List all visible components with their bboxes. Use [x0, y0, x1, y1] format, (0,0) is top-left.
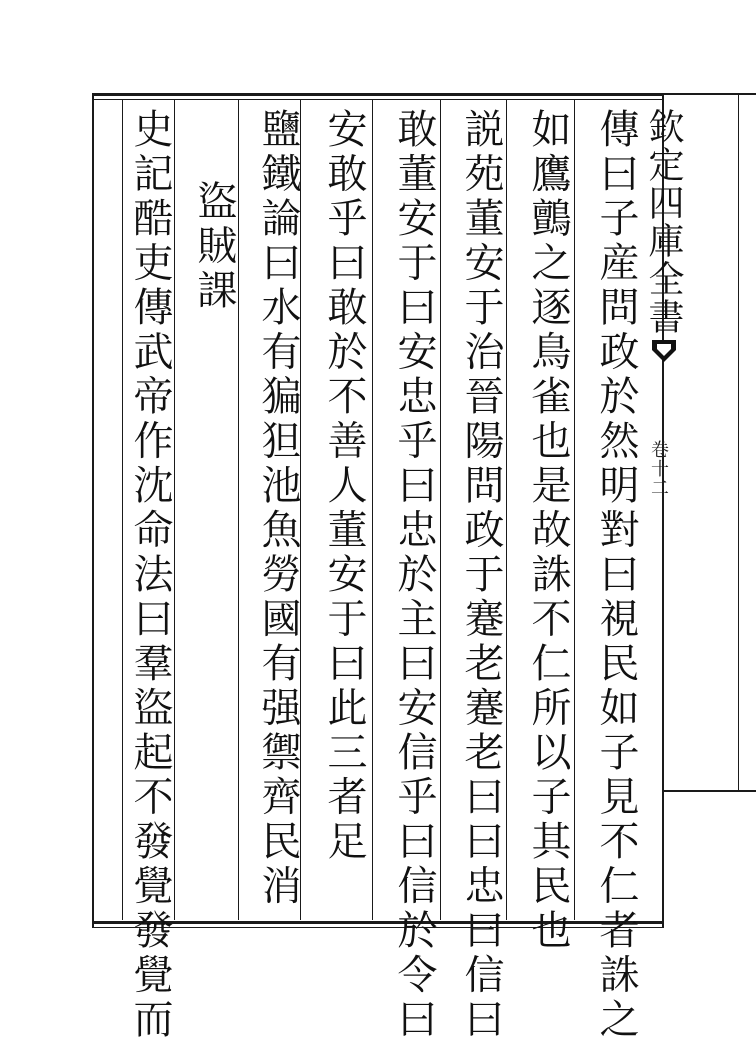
- top-border: [92, 93, 664, 96]
- fish-tail-mark-icon: [650, 338, 678, 364]
- text-column-1: 傳曰子産問政於然明對曰視民如子見不仁者誅之: [593, 108, 639, 1043]
- left-border: [92, 93, 94, 928]
- text-column-8: 史記酷吏傳武帝作沈命法曰羣盜起不發覺發覺而: [127, 108, 173, 1043]
- text-column-3: 説苑董安于治晉陽問政于蹇老蹇老曰曰忠曰信曰: [458, 108, 504, 1043]
- volume-number: 卷十二: [648, 440, 669, 497]
- column-divider: [372, 100, 373, 920]
- margin-side-rule: [738, 93, 739, 792]
- text-column-6: 鹽鐵論曰水有猵狚池魚勞國有强禦齊民消: [255, 108, 301, 909]
- text-column-2: 如鷹鸇之逐鳥雀也是故誅不仁所以子其民也: [525, 108, 571, 954]
- book-title: 欽定四庫全書: [643, 108, 684, 336]
- text-column-5: 安敢乎曰敢於不善人董安于曰此三者足: [321, 108, 367, 865]
- top-border-thin: [92, 99, 664, 100]
- text-column-4: 敢董安于曰安忠乎曰忠於主曰安信乎曰信於令曰: [391, 108, 437, 1043]
- margin-bottom-rule: [664, 790, 756, 792]
- section-heading: 盜賊課: [191, 180, 237, 314]
- margin-top-rule: [664, 93, 756, 95]
